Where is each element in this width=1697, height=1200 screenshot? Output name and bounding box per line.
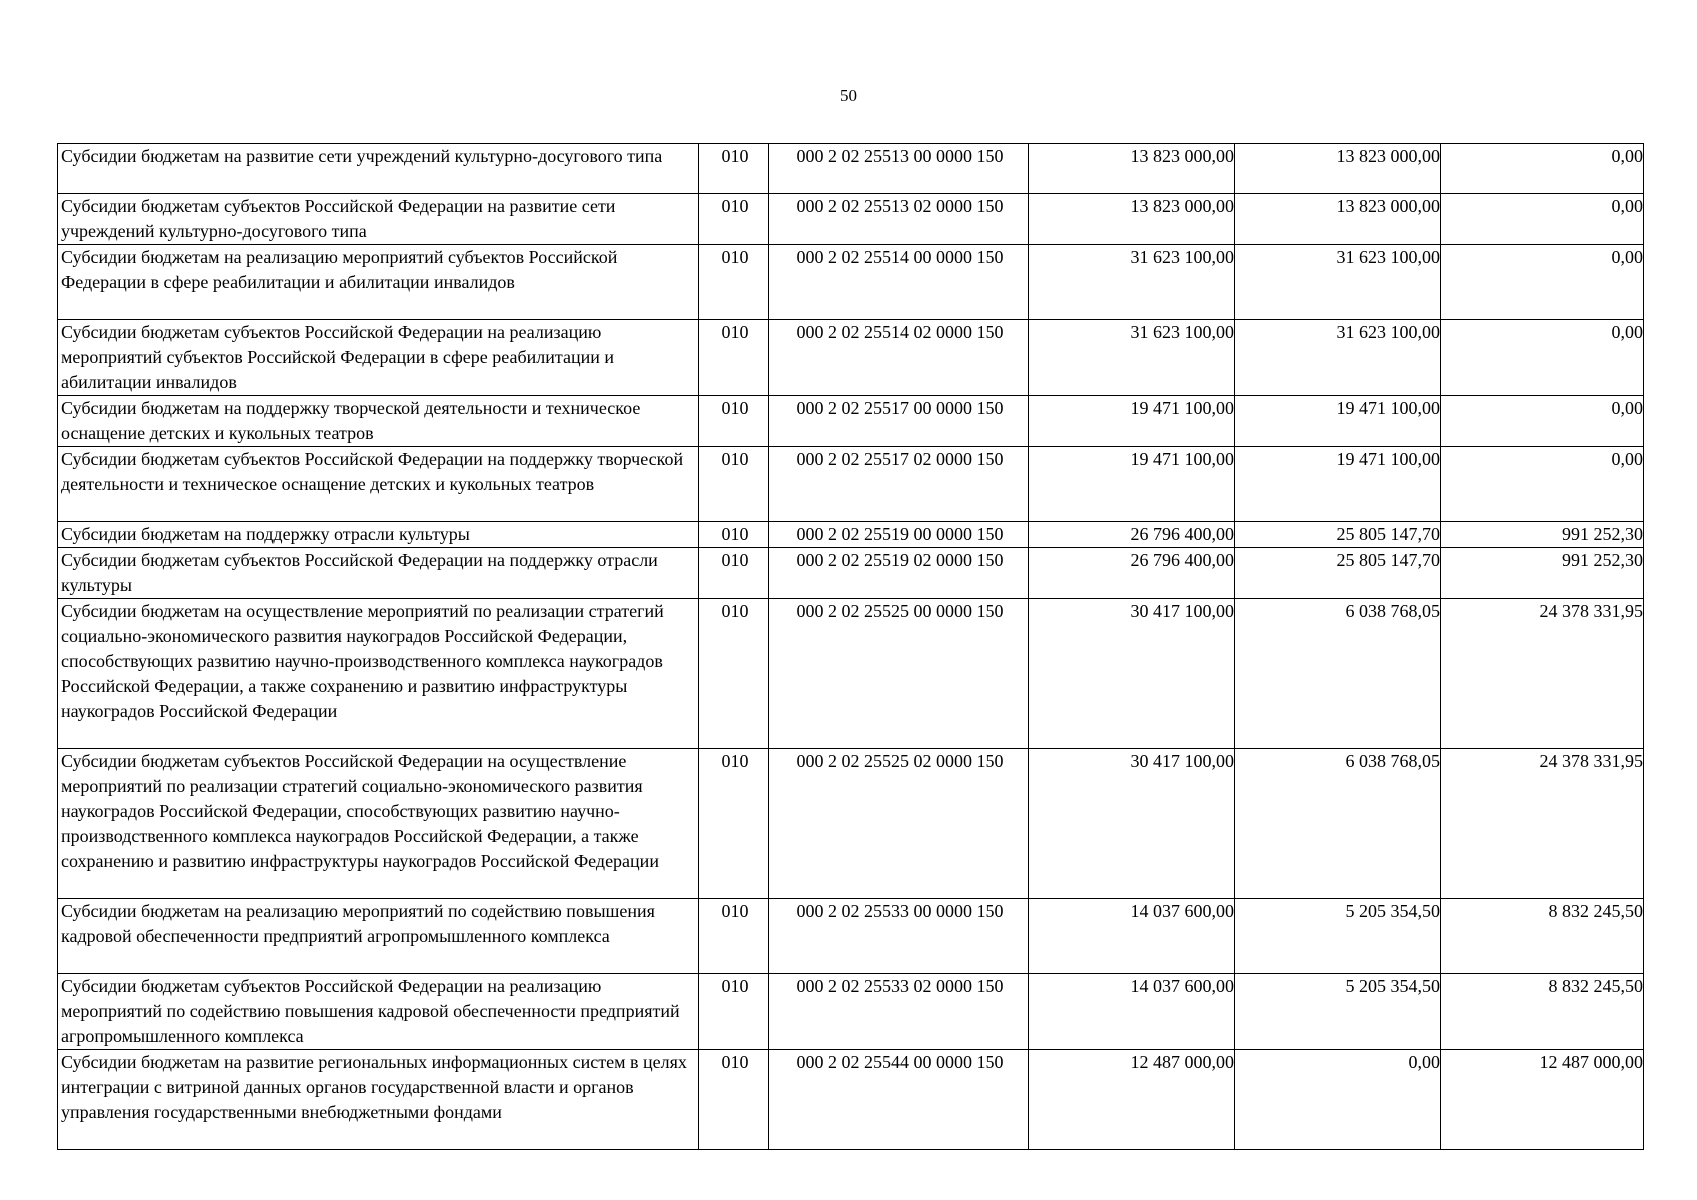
row-name: Субсидии бюджетам на развитие сети учреждений культурно-досугового типа — [58, 144, 699, 194]
table-row — [58, 974, 1644, 1050]
row-executed: 6 038 768,05 — [1235, 749, 1441, 899]
row-remainder: 12 487 000,00 — [1441, 1050, 1644, 1150]
row-admin-code: 010 — [699, 548, 769, 599]
row-admin-code: 010 — [699, 245, 769, 320]
row-admin-code: 010 — [699, 599, 769, 749]
row-name: Субсидии бюджетам субъектов Российской Федерации на поддержку творческой деятельности и техническое оснащение детских и кукольных театров — [58, 447, 699, 522]
row-remainder: 991 252,30 — [1441, 522, 1644, 548]
page-number: 50 — [840, 86, 857, 105]
row-name: Субсидии бюджетам на осуществление мероприятий по реализации стратегий социально-экономического развития наукоградов Российской Федерации, способствующих развитию научно-производственного комплекса наукоградов Российской Федерации, а также сохранению и развитию инфраструктуры наукоградов Российской Федерации — [58, 599, 699, 749]
row-approved: 31 623 100,00 — [1029, 245, 1235, 320]
table-row — [58, 245, 1644, 320]
row-budget-code: 000 2 02 25544 00 0000 150 — [769, 1050, 1029, 1150]
row-executed: 19 471 100,00 — [1235, 396, 1441, 447]
budget-table-body — [58, 144, 1644, 1150]
row-executed: 5 205 354,50 — [1235, 899, 1441, 974]
table-row — [58, 599, 1644, 749]
row-budget-code: 000 2 02 25525 02 0000 150 — [769, 749, 1029, 899]
row-admin-code: 010 — [699, 974, 769, 1050]
row-executed: 6 038 768,05 — [1235, 599, 1441, 749]
row-remainder: 24 378 331,95 — [1441, 599, 1644, 749]
table-row — [58, 144, 1644, 194]
row-remainder: 0,00 — [1441, 320, 1644, 396]
row-name: Субсидии бюджетам субъектов Российской Федерации на реализацию мероприятий субъектов Российской Федерации в сфере реабилитации и абилитации инвалидов — [58, 320, 699, 396]
row-budget-code: 000 2 02 25513 00 0000 150 — [769, 144, 1029, 194]
row-budget-code: 000 2 02 25517 02 0000 150 — [769, 447, 1029, 522]
row-executed: 31 623 100,00 — [1235, 320, 1441, 396]
row-executed: 13 823 000,00 — [1235, 194, 1441, 245]
row-approved: 13 823 000,00 — [1029, 194, 1235, 245]
row-name: Субсидии бюджетам на развитие региональных информационных систем в целях интеграции с витриной данных органов государственной власти и органов управления государственными внебюджетными фондами — [58, 1050, 699, 1150]
row-remainder: 0,00 — [1441, 245, 1644, 320]
row-approved: 13 823 000,00 — [1029, 144, 1235, 194]
row-name: Субсидии бюджетам на реализацию мероприятий субъектов Российской Федерации в сфере реабилитации и абилитации инвалидов — [58, 245, 699, 320]
row-admin-code: 010 — [699, 144, 769, 194]
row-remainder: 0,00 — [1441, 144, 1644, 194]
row-remainder: 0,00 — [1441, 447, 1644, 522]
row-admin-code: 010 — [699, 899, 769, 974]
row-name: Субсидии бюджетам на поддержку творческой деятельности и техническое оснащение детских и кукольных театров — [58, 396, 699, 447]
row-remainder: 0,00 — [1441, 194, 1644, 245]
row-remainder: 8 832 245,50 — [1441, 974, 1644, 1050]
table-row — [58, 749, 1644, 899]
row-name: Субсидии бюджетам субъектов Российской Федерации на поддержку отрасли культуры — [58, 548, 699, 599]
row-executed: 31 623 100,00 — [1235, 245, 1441, 320]
row-admin-code: 010 — [699, 396, 769, 447]
row-approved: 30 417 100,00 — [1029, 599, 1235, 749]
row-executed: 19 471 100,00 — [1235, 447, 1441, 522]
row-executed: 25 805 147,70 — [1235, 548, 1441, 599]
row-approved: 12 487 000,00 — [1029, 1050, 1235, 1150]
row-budget-code: 000 2 02 25533 02 0000 150 — [769, 974, 1029, 1050]
row-name: Субсидии бюджетам субъектов Российской Федерации на развитие сети учреждений культурно-досугового типа — [58, 194, 699, 245]
row-name: Субсидии бюджетам на реализацию мероприятий по содействию повышения кадровой обеспеченности предприятий агропромышленного комплекса — [58, 899, 699, 974]
row-approved: 14 037 600,00 — [1029, 899, 1235, 974]
table-row — [58, 1050, 1644, 1150]
row-admin-code: 010 — [699, 749, 769, 899]
row-remainder: 24 378 331,95 — [1441, 749, 1644, 899]
row-remainder: 991 252,30 — [1441, 548, 1644, 599]
row-executed: 5 205 354,50 — [1235, 974, 1441, 1050]
row-approved: 31 623 100,00 — [1029, 320, 1235, 396]
row-name: Субсидии бюджетам субъектов Российской Федерации на осуществление мероприятий по реализации стратегий социально-экономического развития наукоградов Российской Федерации, способствующих развитию научно-производственного комплекса наукоградов Российской Федерации, а также сохранению и развитию инфраструктуры наукоградов Российской Федерации — [58, 749, 699, 899]
table-row — [58, 447, 1644, 522]
row-executed: 13 823 000,00 — [1235, 144, 1441, 194]
row-admin-code: 010 — [699, 320, 769, 396]
row-remainder: 0,00 — [1441, 396, 1644, 447]
row-remainder: 8 832 245,50 — [1441, 899, 1644, 974]
row-budget-code: 000 2 02 25525 00 0000 150 — [769, 599, 1029, 749]
row-approved: 30 417 100,00 — [1029, 749, 1235, 899]
row-approved: 14 037 600,00 — [1029, 974, 1235, 1050]
row-admin-code: 010 — [699, 447, 769, 522]
row-budget-code: 000 2 02 25533 00 0000 150 — [769, 899, 1029, 974]
row-budget-code: 000 2 02 25513 02 0000 150 — [769, 194, 1029, 245]
row-budget-code: 000 2 02 25517 00 0000 150 — [769, 396, 1029, 447]
row-budget-code: 000 2 02 25514 00 0000 150 — [769, 245, 1029, 320]
row-budget-code: 000 2 02 25519 02 0000 150 — [769, 548, 1029, 599]
row-approved: 26 796 400,00 — [1029, 548, 1235, 599]
row-approved: 26 796 400,00 — [1029, 522, 1235, 548]
row-name: Субсидии бюджетам субъектов Российской Федерации на реализацию мероприятий по содействию повышения кадровой обеспеченности предприятий агропромышленного комплекса — [58, 974, 699, 1050]
budget-table — [57, 143, 1644, 1150]
row-executed: 25 805 147,70 — [1235, 522, 1441, 548]
row-admin-code: 010 — [699, 1050, 769, 1150]
row-executed: 0,00 — [1235, 1050, 1441, 1150]
table-row — [58, 320, 1644, 396]
table-row — [58, 899, 1644, 974]
table-row — [58, 548, 1644, 599]
row-name: Субсидии бюджетам на поддержку отрасли культуры — [58, 522, 699, 548]
row-admin-code: 010 — [699, 194, 769, 245]
row-budget-code: 000 2 02 25519 00 0000 150 — [769, 522, 1029, 548]
row-approved: 19 471 100,00 — [1029, 396, 1235, 447]
row-approved: 19 471 100,00 — [1029, 447, 1235, 522]
table-row — [58, 522, 1644, 548]
row-admin-code: 010 — [699, 522, 769, 548]
row-budget-code: 000 2 02 25514 02 0000 150 — [769, 320, 1029, 396]
table-row — [58, 194, 1644, 245]
table-row — [58, 396, 1644, 447]
